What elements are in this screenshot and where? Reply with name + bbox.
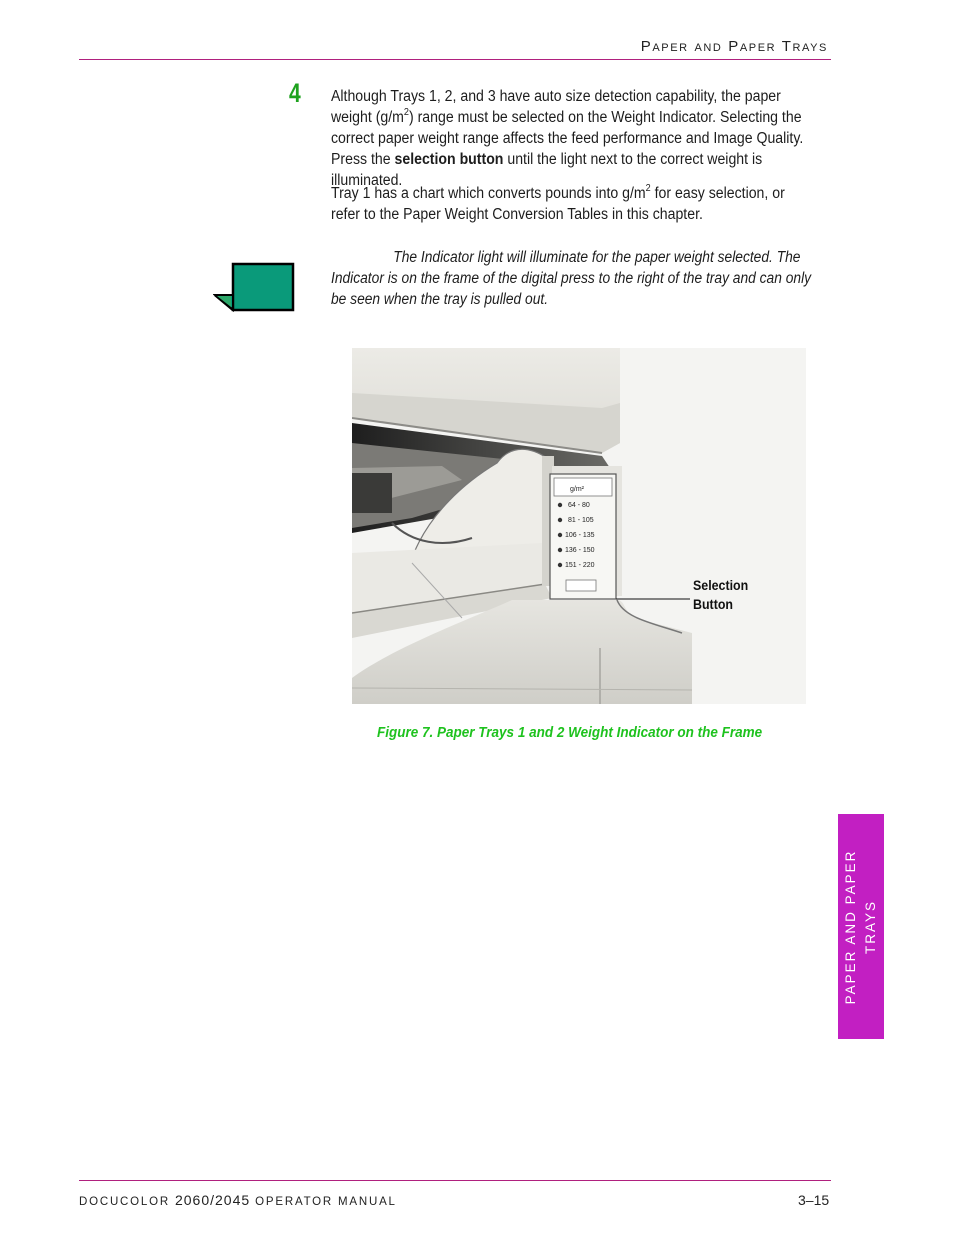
- step-paragraph-2: [331, 183, 804, 225]
- step-text-b: ) range must be selected on the Weight Indicator. Selecting the correct paper weight range affects the feed performance and Image Quality. Press the: [331, 109, 804, 168]
- running-header: [641, 38, 828, 55]
- selection-button-term: selection button: [394, 151, 504, 168]
- side-tab-line-2: TRAYS: [863, 899, 878, 954]
- weight-range-5: 151 - 220: [565, 562, 595, 569]
- step-text-d: Tray 1 has a chart which converts pounds into g/m: [331, 185, 646, 202]
- chapter-side-tab[interactable]: [838, 814, 884, 1039]
- page-number: 3–15: [798, 1192, 830, 1208]
- footer-manual-title: [79, 1192, 397, 1208]
- note-body: The Indicator light will illuminate for the paper weight selected. The Indicator is on the frame of the digital press to the right of the tray and can only be seen when the tray is pulled out.: [331, 249, 812, 308]
- weight-range-1: 64 - 80: [568, 502, 590, 509]
- step-paragraph-1: [331, 86, 804, 191]
- figure-caption: Figure 7. Paper Trays 1 and 2 Weight Indicator on the Frame: [377, 724, 763, 741]
- step-text-a: Although Trays 1, 2, and 3 have auto size detection capability, the paper weight (g/m: [331, 88, 781, 126]
- callout-label: [693, 576, 748, 614]
- weight-range-3: 106 - 135: [565, 532, 595, 539]
- selection-button-shape: [566, 580, 596, 591]
- weight-indicator-photo: [352, 348, 806, 704]
- side-tab-text: [841, 814, 881, 1039]
- step-text-c: until the light next to the correct weight is illuminated.: [331, 151, 763, 189]
- weight-range-2: 81 - 105: [568, 517, 594, 524]
- note-text: [331, 247, 812, 310]
- side-tab-line-1: PAPER AND PAPER: [843, 849, 858, 1004]
- footer-rule: [79, 1180, 831, 1181]
- step-text-e: for easy selection, or refer to the Paper Weight Conversion Tables in this chapter.: [331, 185, 785, 223]
- footer-brand: DOCUCOLOR: [79, 1196, 170, 1208]
- weight-range-4: 136 - 150: [565, 547, 595, 554]
- footer-manual: OPERATOR MANUAL: [255, 1196, 397, 1208]
- header-rule: [79, 59, 831, 60]
- step-number: 4: [289, 78, 301, 108]
- footer-model: 2060/2045: [174, 1192, 251, 1208]
- superscript: 2: [403, 106, 409, 118]
- superscript: 2: [645, 182, 651, 194]
- callout-line-1: Selection: [693, 578, 749, 593]
- running-header-text: Paper and Paper Trays: [640, 38, 828, 55]
- indicator-unit: g/m²: [570, 486, 584, 493]
- callout-line-2: Button: [693, 597, 734, 612]
- note-icon: [213, 262, 295, 312]
